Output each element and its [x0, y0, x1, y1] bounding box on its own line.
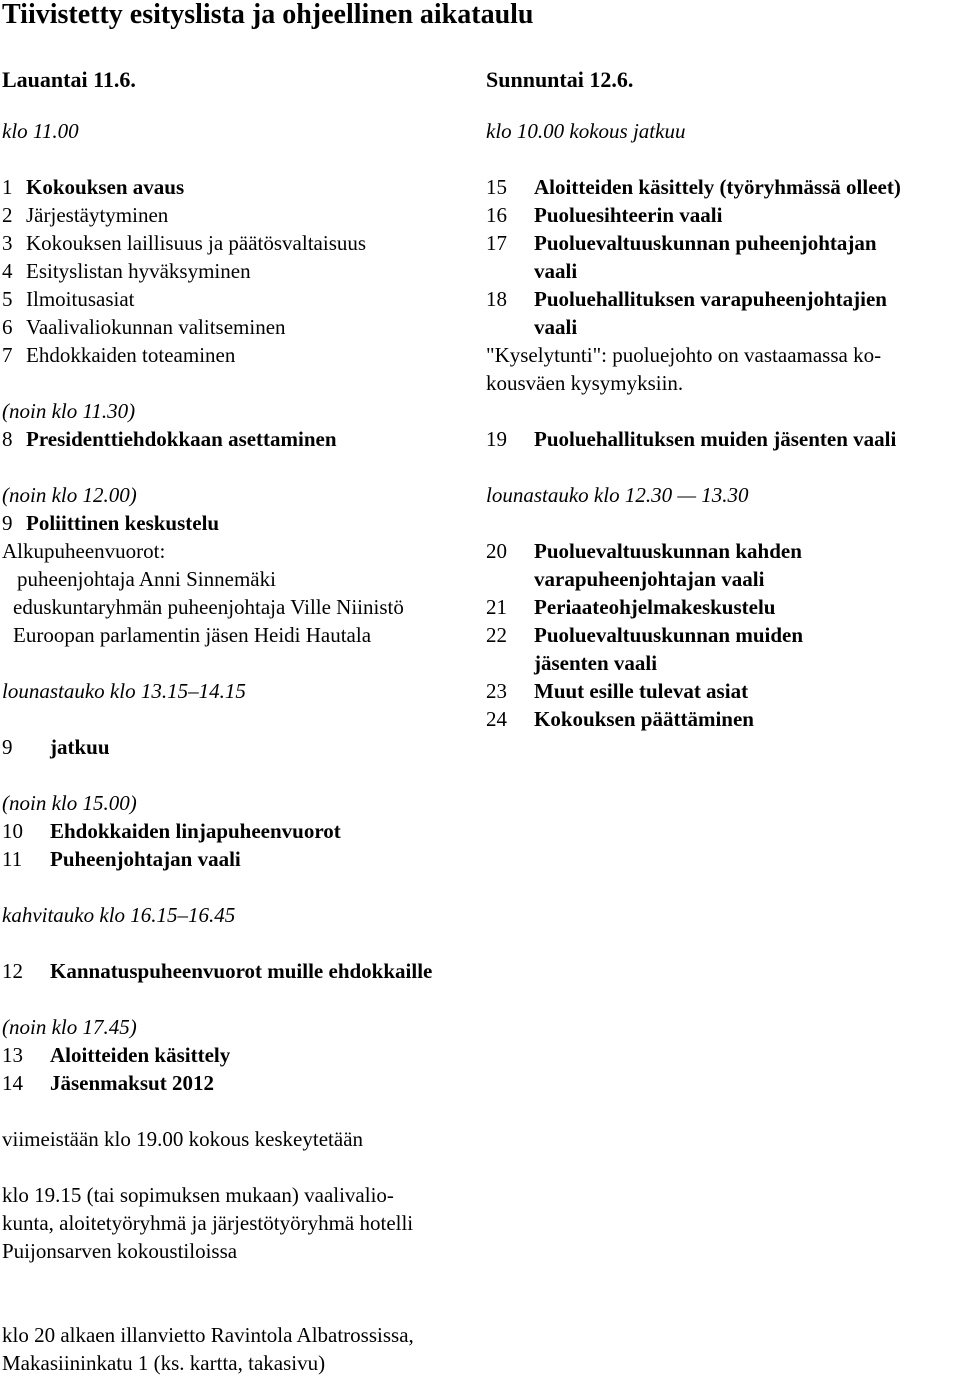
break-note: viimeistään klo 19.00 kokous keskeytetään [2, 1127, 364, 1151]
agenda-item: 17 Puoluevaltuuskunnan puheenjohtajan [486, 231, 877, 255]
evening-note-line: klo 19.15 (tai sopimuksen mukaan) vaalivalio- [2, 1183, 394, 1207]
agenda-item: 1 Kokouksen avaus [2, 175, 185, 199]
agenda-item: 7 Ehdokkaiden toteaminen [2, 343, 236, 367]
agenda-item: 14 Jäsenmaksut 2012 [2, 1071, 214, 1095]
sunday-start-time: klo 10.00 kokous jatkuu [486, 119, 686, 143]
sunday-heading: Sunnuntai 12.6. [486, 67, 634, 92]
agenda-item: 16 Puoluesihteerin vaali [486, 203, 723, 227]
party-note-line: Makasiininkatu 1 (ks. kartta, takasivu) [2, 1351, 326, 1375]
agenda-item: 23 Muut esille tulevat asiat [486, 679, 749, 703]
agenda-item-continuation: vaali [534, 259, 578, 283]
agenda-item-continuation: vaali [534, 315, 578, 339]
evening-note-line: kunta, aloitetyöryhmä ja järjestötyöryhmä hotelli [2, 1211, 414, 1235]
agenda-item: 15 Aloitteiden käsittely (työryhmässä olleet) [486, 175, 901, 199]
speaker: Euroopan parlamentin jäsen Heidi Hautala [13, 623, 372, 647]
coffee-break: kahvitauko klo 16.15–16.45 [2, 903, 236, 927]
agenda-item: 19 Puoluehallituksen muiden jäsenten vaali [486, 427, 897, 451]
evening-note-line: Puijonsarven kokoustiloissa [2, 1239, 238, 1263]
agenda-item: 2 Järjestäytyminen [2, 203, 169, 227]
agenda-item: 13 Aloitteiden käsittely [2, 1043, 231, 1067]
agenda-item: 10 Ehdokkaiden linjapuheenvuorot [2, 819, 341, 843]
agenda-item: 24 Kokouksen päättäminen [486, 707, 754, 731]
agenda-item: 8 Presidenttiehdokkaan asettaminen [2, 427, 337, 451]
agenda-item: 18 Puoluehallituksen varapuheenjohtajien [486, 287, 887, 311]
lunch-break: lounastauko klo 13.15–14.15 [2, 679, 246, 703]
agenda-item: 5 Ilmoitusasiat [2, 287, 135, 311]
saturday-start-time: klo 11.00 [2, 119, 79, 143]
agenda-item: 6 Vaalivaliokunnan valitseminen [2, 315, 286, 339]
agenda-item: 11 Puheenjohtajan vaali [2, 847, 241, 871]
time-note: (noin klo 15.00) [2, 791, 137, 815]
agenda-item: 3 Kokouksen laillisuus ja päätösvaltaisuus [2, 231, 367, 255]
agenda-item: 4 Esityslistan hyväksyminen [2, 259, 251, 283]
time-note: (noin klo 17.45) [2, 1015, 137, 1039]
agenda-item: 20 Puoluevaltuuskunnan kahden [486, 539, 802, 563]
party-note-line: klo 20 alkaen illanvietto Ravintola Albatrossissa, [2, 1323, 414, 1347]
agenda-item: 9 jatkuu [2, 735, 110, 759]
agenda-item: 22 Puoluevaltuuskunnan muiden [486, 623, 804, 647]
lunch-break: lounastauko klo 12.30 — 13.30 [486, 483, 749, 507]
agenda-item-continuation: varapuheenjohtajan vaali [534, 567, 765, 591]
speaker: eduskuntaryhmän puheenjohtaja Ville Niinistö [13, 595, 404, 619]
time-note: (noin klo 11.30) [2, 399, 136, 423]
qa-note-line: "Kyselytunti": puoluejohto on vastaamassa ko- [486, 343, 882, 367]
time-note: (noin klo 12.00) [2, 483, 137, 507]
agenda-item: 9 Poliittinen keskustelu [2, 511, 220, 535]
agenda-item-continuation: jäsenten vaali [534, 651, 658, 675]
opening-speeches-label: Alkupuheenvuorot: [2, 539, 166, 563]
page-title: Tiivistetty esityslista ja ohjeellinen aikataulu [2, 0, 534, 30]
speaker: puheenjohtaja Anni Sinnemäki [17, 567, 276, 591]
qa-note-line: kousväen kysymyksiin. [486, 371, 684, 395]
agenda-item: 12 Kannatuspuheenvuorot muille ehdokkaille [2, 959, 433, 983]
saturday-heading: Lauantai 11.6. [2, 67, 136, 92]
agenda-item: 21 Periaateohjelmakeskustelu [486, 595, 776, 619]
